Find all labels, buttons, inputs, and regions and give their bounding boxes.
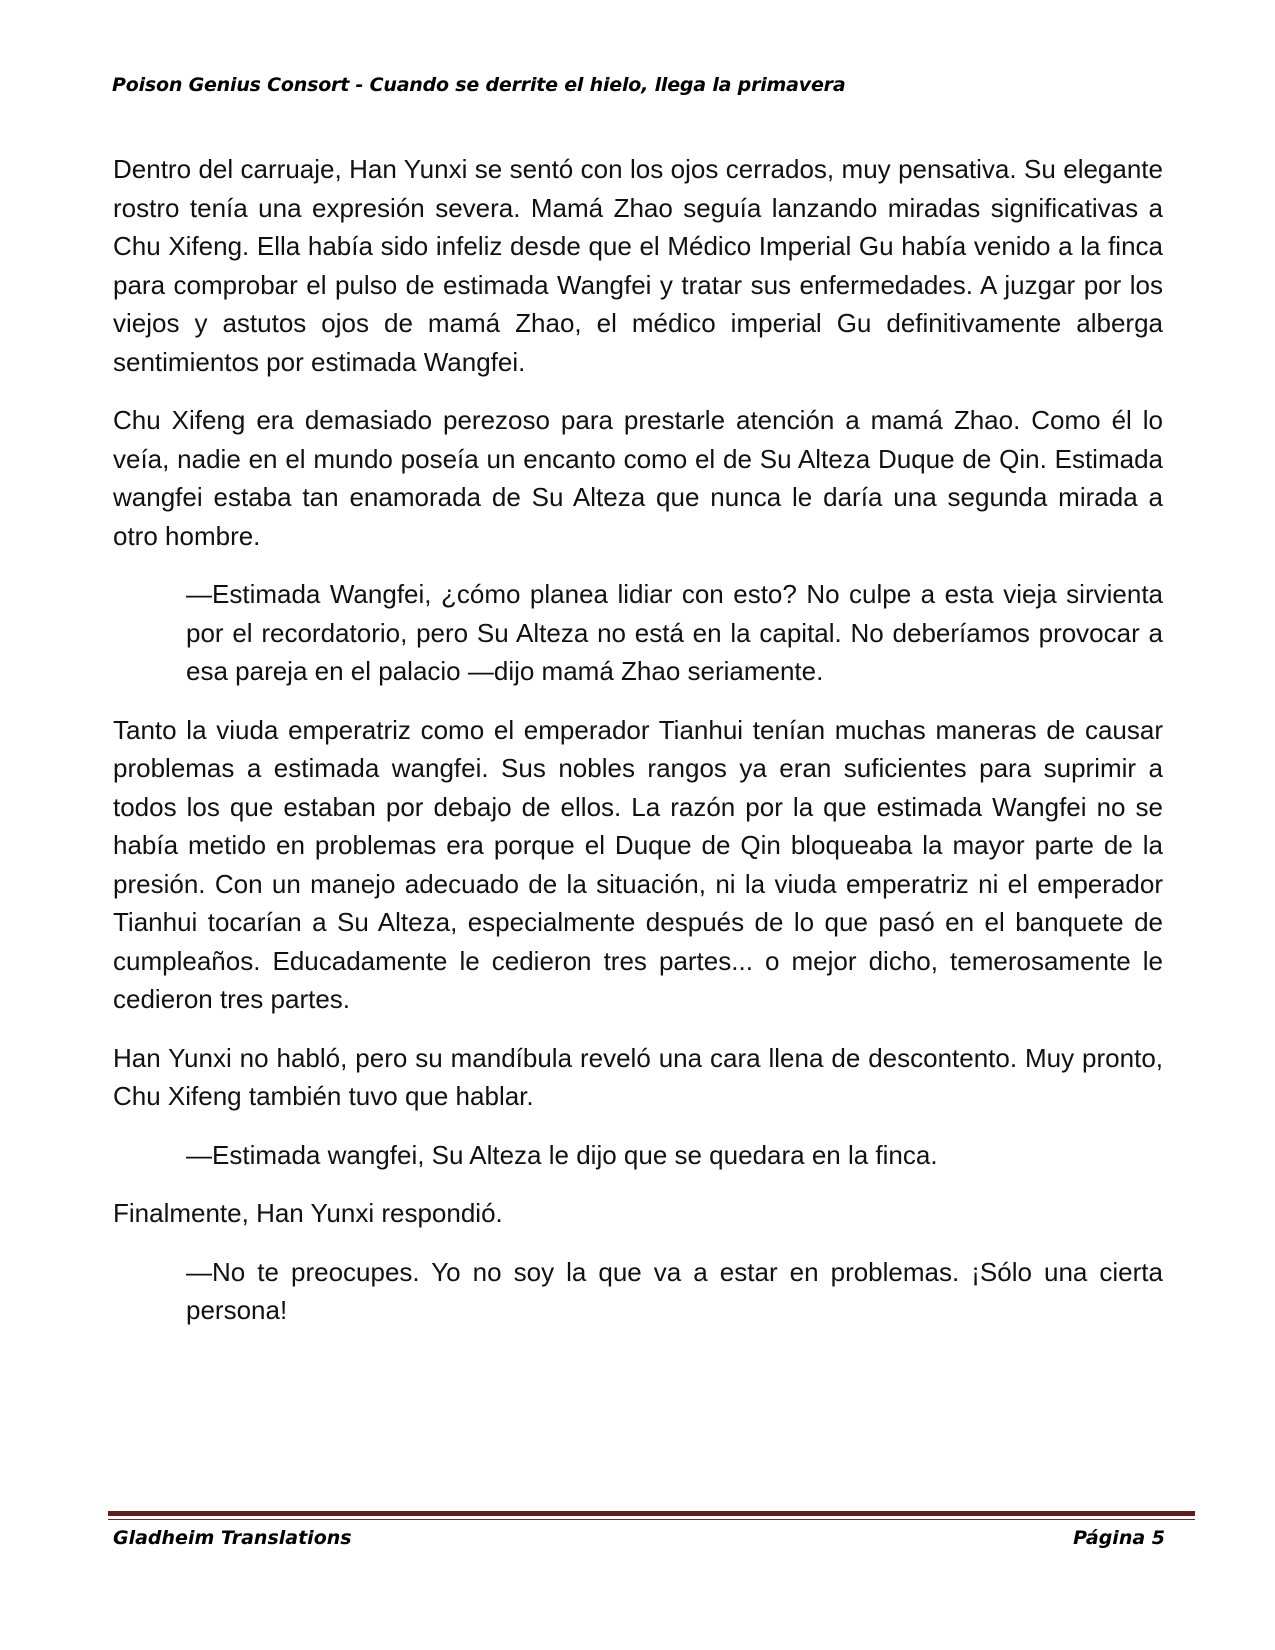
dialogue-paragraph: —Estimada wangfei, Su Alteza le dijo que se quedara en la finca. <box>186 1139 938 1170</box>
body-text <box>113 150 1163 1350</box>
dialogue-paragraph: —No te preocupes. Yo no soy la que va a estar en problemas. ¡Sólo una cierta persona! <box>186 1256 1163 1325</box>
paragraph: Finalmente, Han Yunxi respondió. <box>113 1198 503 1228</box>
page-number: Página 5 <box>1073 1527 1165 1549</box>
running-header: Poison Genius Consort - Cuando se derrite el hielo, llega la primavera <box>112 74 846 96</box>
paragraph: Han Yunxi no habló, pero su mandíbula reveló una cara llena de descontento. Muy pronto, Chu Xifeng también tuvo que hablar. <box>113 1042 1163 1111</box>
paragraph: Dentro del carruaje, Han Yunxi se sentó con los ojos cerrados, muy pensativa. Su elegante rostro tenía una expresión severa. Mamá Zhao seguía lanzando miradas significativas a Chu Xifeng. Ella había sido infeliz desde que el Médico Imperial Gu había venido a la finca para comprobar el pulso de estimada Wangfei y tratar sus enfermedades. A juzgar por los viejos y astutos ojos de mamá Zhao, el médico imperial Gu definitivamente alberga sentimientos por estimada Wangfei. <box>113 154 1163 377</box>
footer-divider-thick <box>108 1511 1195 1516</box>
footer-divider-thin <box>108 1519 1195 1520</box>
paragraph: Tanto la viuda emperatriz como el emperador Tianhui tenían muchas maneras de causar problemas a estimada wangfei. Sus nobles rangos ya eran suficientes para suprimir a todos los que estaban por debajo de ellos. La razón por la que estimada Wangfei no se había metido en problemas era porque el Duque de Qin bloqueaba la mayor parte de la presión. Con un manejo adecuado de la situación, ni la viuda emperatriz ni el emperador Tianhui tocarían a Su Alteza, especialmente después de lo que pasó en el banquete de cumpleaños. Educadamente le cedieron tres partes... o mejor dicho, temerosamente le cedieron tres partes. <box>113 714 1163 1014</box>
dialogue-paragraph: —Estimada Wangfei, ¿cómo planea lidiar con esto? No culpe a esta vieja sirvienta por el recordatorio, pero Su Alteza no está en la capital. No deberíamos provocar a esa pareja en el palacio —dijo mamá Zhao seriamente. <box>186 579 1163 686</box>
footer-publisher: Gladheim Translations <box>113 1527 352 1549</box>
paragraph: Chu Xifeng era demasiado perezoso para prestarle atención a mamá Zhao. Como él lo veía, nadie en el mundo poseía un encanto como el de Su Alteza Duque de Qin. Estimada wangfei estaba tan enamorada de Su Alteza que nunca le daría una segunda mirada a otro hombre. <box>113 405 1163 551</box>
